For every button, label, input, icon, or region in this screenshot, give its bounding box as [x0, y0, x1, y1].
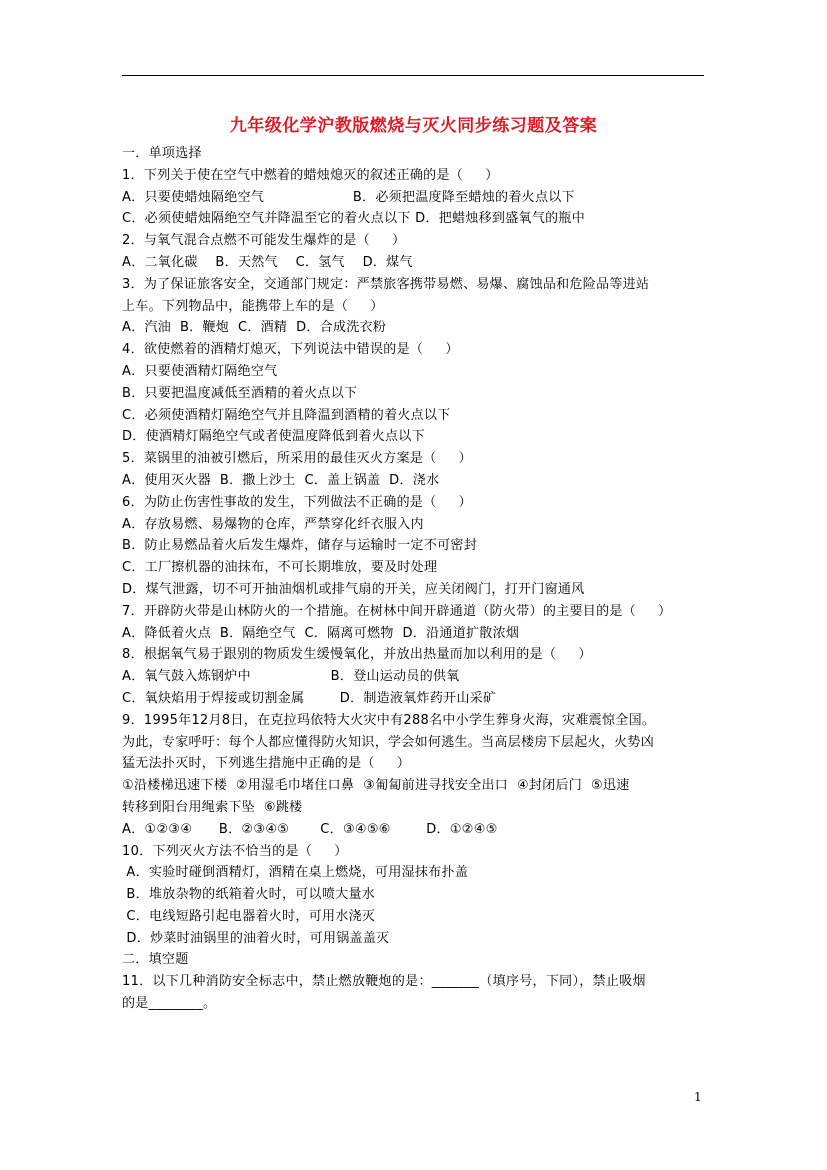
text-line: 10．下列灭火方法不恰当的是（ ）	[122, 843, 348, 859]
text-line: A．存放易燃、易爆物的仓库，严禁穿化纤衣服入内	[122, 516, 424, 532]
text-line: A．①②③④ B．②③④⑤ C．③④⑤⑥ D．①②④⑤	[122, 821, 498, 837]
text-line: A．二氧化碳 B．天然气 C．氢气 D．煤气	[122, 254, 413, 270]
text-line: C．必须使蜡烛隔绝空气并降温至它的着火点以下 D．把蜡烛移到盛氧气的瓶中	[122, 211, 586, 227]
text-line: 5．菜锅里的油被引燃后，所采用的最佳灭火方案是（ ）	[122, 451, 472, 467]
text-line: A．只要使蜡烛隔绝空气 B．必须把温度降至蜡烛的着火点以下	[122, 189, 575, 205]
document-title: 九年级化学沪教版燃烧与灭火同步练习题及答案	[229, 116, 598, 136]
text-line: 4．欲使燃着的酒精灯熄灭，下列说法中错误的是（ ）	[122, 342, 459, 358]
text-line: 2．与氧气混合点燃不可能发生爆炸的是（ ）	[122, 233, 406, 249]
text-line: 转移到阳台用绳索下坠 ⑥跳楼	[122, 799, 303, 815]
text-line: 11．以下几种消防安全标志中，禁止燃放鞭炮的是：_______（填序号，下同），禁止吸烟	[122, 974, 646, 990]
text-line: 一．单项选择	[122, 146, 202, 161]
text-line: D．使酒精灯隔绝空气或者使温度降低到着火点以下	[122, 429, 425, 445]
text-line: C．工厂擦机器的油抹布，不可长期堆放，要及时处理	[122, 560, 438, 576]
text-line: D．炒菜时油锅里的油着火时，可用锅盖盖灭	[122, 930, 390, 946]
text-line: 为此，专家呼吁：每个人都应懂得防火知识，学会如何逃生。当高层楼房下层起火，火势凶	[122, 734, 655, 750]
text-line: B．只要把温度减低至酒精的着火点以下	[122, 385, 358, 401]
text-line: 3．为了保证旅客安全，交通部门规定：严禁旅客携带易燃、易爆、腐蚀品和危险品等进站	[122, 276, 650, 292]
text-line: 9．1995年12月8日，在克拉玛依特大火灾中有288名中小学生葬身火海，灾难震惊全国。	[122, 712, 656, 728]
text-line: C．电线短路引起电器着火时，可用水浇灭	[122, 908, 376, 924]
text-line: A．氧气鼓入炼钢炉中 B．登山运动员的供氧	[122, 669, 460, 685]
header-rule	[122, 75, 704, 76]
text-line: B．堆放杂物的纸箱着火时，可以喷大量水	[122, 887, 376, 903]
text-line: ①沿楼梯迅速下楼 ②用湿毛巾堵住口鼻 ③匍匐前进寻找安全出口 ④封闭后门 ⑤迅速	[122, 778, 630, 794]
text-line: C．氧炔焰用于焊接或切割金属 D．制造液氧炸药开山采矿	[122, 690, 497, 706]
text-line: A．使用灭火器 B．撒上沙土 C．盖上锅盖 D．浇水	[122, 472, 440, 488]
text-line: A．降低着火点 B．隔绝空气 C．隔离可燃物 D．沿通道扩散浓烟	[122, 625, 520, 641]
text-line: B．防止易燃品着火后发生爆炸，储存与运输时一定不可密封	[122, 538, 478, 554]
page-number: 1	[694, 1090, 702, 1104]
text-line: 7．开辟防火带是山林防火的一个措施。在树林中间开辟通道（防火带）的主要目的是（ ）	[122, 603, 672, 619]
text-line: C．必须使酒精灯隔绝空气并且降温到酒精的着火点以下	[122, 407, 451, 423]
text-line: A．实验时碰倒酒精灯，酒精在桌上燃烧，可用湿抹布扑盖	[122, 865, 469, 881]
text-line: 1．下列关于使在空气中燃着的蜡烛熄灭的叙述正确的是（ ）	[122, 167, 499, 183]
text-line: 上车。下列物品中，能携带上车的是（ ）	[122, 298, 384, 314]
text-line: 的是________。	[122, 996, 217, 1012]
text-line: 二．填空题	[122, 952, 189, 968]
text-line: D．煤气泄露，切不可开抽油烟机或排气扇的开关，应关闭阀门，打开门窗通风	[122, 581, 585, 597]
text-line: 猛无法扑灭时，下列逃生措施中正确的是（ ）	[122, 756, 411, 772]
text-line: A．只要使酒精灯隔绝空气	[122, 363, 278, 379]
document-body	[122, 143, 714, 1015]
text-line: A．汽油 B．鞭炮 C．酒精 D．合成洗衣粉	[122, 320, 387, 336]
text-line: 6．为防止伤害性事故的发生，下列做法不正确的是（ ）	[122, 494, 472, 510]
text-line: 8．根据氧气易于跟别的物质发生缓慢氧化，并放出热量而加以利用的是（ ）	[122, 647, 592, 663]
